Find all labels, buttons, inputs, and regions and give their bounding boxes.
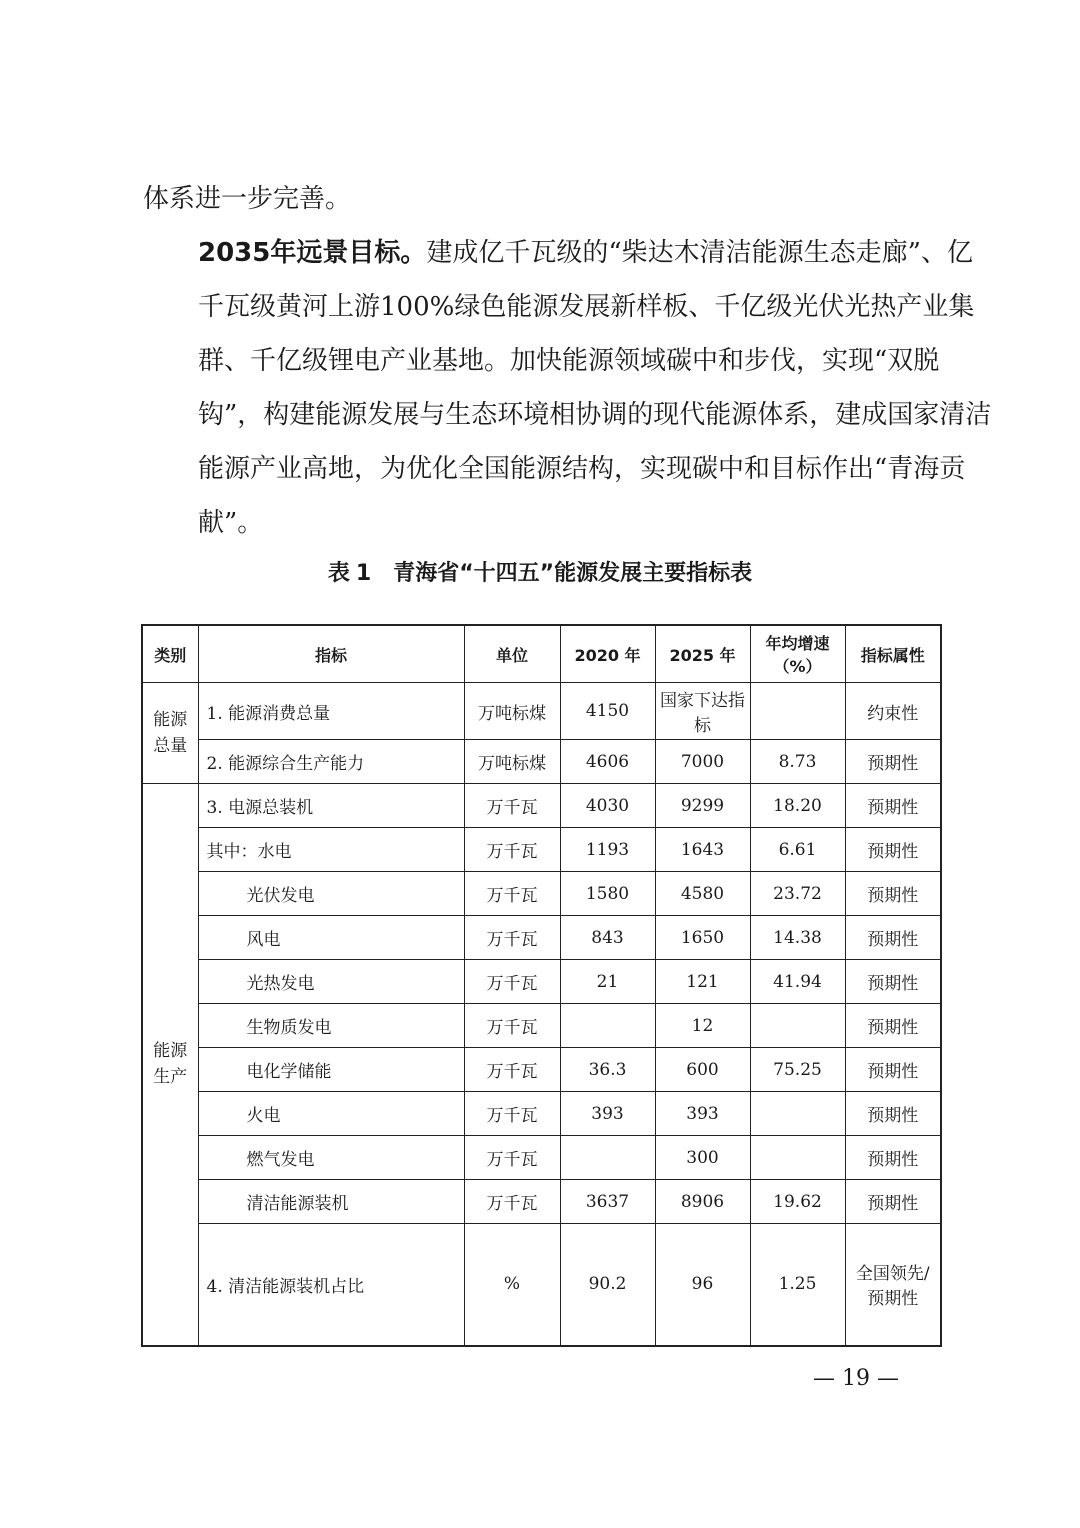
value-2020-cell: 4606 (560, 740, 655, 784)
value-2020-cell: 3637 (560, 1180, 655, 1224)
growth-rate-cell: 41.94 (750, 960, 845, 1004)
unit-cell: % (464, 1224, 560, 1346)
value-2020-cell: 36.3 (560, 1048, 655, 1092)
unit-cell: 万千瓦 (464, 960, 560, 1004)
table-row (142, 872, 941, 916)
indicator-cell: 2. 能源综合生产能力 (198, 740, 464, 784)
table-header-row (142, 625, 941, 683)
table-row (142, 1004, 941, 1048)
attribute-cell: 预期性 (845, 828, 941, 872)
growth-rate-cell (750, 1136, 845, 1180)
table-row (142, 828, 941, 872)
table-header-cell: 指标属性 (845, 625, 941, 683)
growth-rate-cell: 8.73 (750, 740, 845, 784)
indicator-cell: 清洁能源装机 (198, 1180, 464, 1224)
table-header-cell: 指标 (198, 625, 464, 683)
growth-rate-cell: 19.62 (750, 1180, 845, 1224)
attribute-cell: 预期性 (845, 960, 941, 1004)
value-2025-cell: 7000 (655, 740, 750, 784)
table-header-cell: 2025 年 (655, 625, 750, 683)
value-2020-cell: 1193 (560, 828, 655, 872)
page-number: — 19 — (813, 1366, 899, 1391)
value-2025-cell: 393 (655, 1092, 750, 1136)
unit-cell: 万千瓦 (464, 1092, 560, 1136)
value-2025-cell: 121 (655, 960, 750, 1004)
table-row (142, 1180, 941, 1224)
table-header-cell: 2020 年 (560, 625, 655, 683)
indicator-cell: 光热发电 (198, 960, 464, 1004)
table-row (142, 960, 941, 1004)
unit-cell: 万千瓦 (464, 916, 560, 960)
table-body (142, 683, 941, 1346)
unit-cell: 万吨标煤 (464, 740, 560, 784)
table-header-cell: 单位 (464, 625, 560, 683)
indicator-cell: 生物质发电 (198, 1004, 464, 1048)
value-2020-cell: 4150 (560, 683, 655, 740)
table-row (142, 916, 941, 960)
table-row (142, 1092, 941, 1136)
growth-rate-cell: 75.25 (750, 1048, 845, 1092)
indicator-cell: 电化学储能 (198, 1048, 464, 1092)
growth-rate-cell (750, 1092, 845, 1136)
value-2025-cell: 12 (655, 1004, 750, 1048)
growth-rate-cell: 23.72 (750, 872, 845, 916)
unit-cell: 万千瓦 (464, 1048, 560, 1092)
unit-cell: 万吨标煤 (464, 683, 560, 740)
value-2020-cell (560, 1004, 655, 1048)
attribute-cell: 预期性 (845, 784, 941, 828)
table-caption-label: 表 (327, 561, 350, 586)
value-2020-cell: 843 (560, 916, 655, 960)
table-row (142, 1136, 941, 1180)
indicator-cell: 3. 电源总装机 (198, 784, 464, 828)
attribute-cell: 预期性 (845, 1048, 941, 1092)
attribute-cell: 预期性 (845, 1092, 941, 1136)
attribute-cell: 约束性 (845, 683, 941, 740)
table-row (142, 740, 941, 784)
unit-cell: 万千瓦 (464, 872, 560, 916)
value-2020-cell: 4030 (560, 784, 655, 828)
value-2025-cell: 1643 (655, 828, 750, 872)
table-caption (0, 556, 1080, 587)
indicator-cell: 光伏发电 (198, 872, 464, 916)
value-2020-cell: 21 (560, 960, 655, 1004)
indicator-cell: 风电 (198, 916, 464, 960)
growth-rate-cell: 6.61 (750, 828, 845, 872)
value-2025-cell: 8906 (655, 1180, 750, 1224)
indicator-table (141, 624, 942, 1347)
unit-cell: 万千瓦 (464, 784, 560, 828)
growth-rate-cell: 18.20 (750, 784, 845, 828)
attribute-cell: 预期性 (845, 740, 941, 784)
paragraph-1: 体系进一步完善。 (143, 184, 352, 214)
value-2025-cell: 300 (655, 1136, 750, 1180)
attribute-cell: 预期性 (845, 1004, 941, 1048)
table-header-cell: 年均增速（%） (750, 625, 845, 683)
value-2025-cell: 国家下达指标 (655, 683, 750, 740)
value-2025-cell: 96 (655, 1224, 750, 1346)
table-row (142, 784, 941, 828)
unit-cell: 万千瓦 (464, 1180, 560, 1224)
table-caption-number: 1 (355, 561, 372, 586)
indicator-cell: 4. 清洁能源装机占比 (198, 1224, 464, 1346)
growth-rate-cell: 1.25 (750, 1224, 845, 1346)
indicator-cell: 1. 能源消费总量 (198, 683, 464, 740)
growth-rate-cell (750, 1004, 845, 1048)
paragraph-2-lead: 2035年远景目标。 (198, 238, 427, 268)
growth-rate-cell (750, 683, 845, 740)
table-row (142, 1048, 941, 1092)
indicator-cell: 燃气发电 (198, 1136, 464, 1180)
unit-cell: 万千瓦 (464, 828, 560, 872)
attribute-cell: 预期性 (845, 872, 941, 916)
attribute-cell: 预期性 (845, 1136, 941, 1180)
value-2025-cell: 4580 (655, 872, 750, 916)
value-2020-cell: 90.2 (560, 1224, 655, 1346)
paragraph-2 (143, 226, 998, 550)
unit-cell: 万千瓦 (464, 1136, 560, 1180)
value-2025-cell: 9299 (655, 784, 750, 828)
unit-cell: 万千瓦 (464, 1004, 560, 1048)
growth-rate-cell: 14.38 (750, 916, 845, 960)
category-cell: 能源总量 (142, 683, 198, 784)
value-2025-cell: 600 (655, 1048, 750, 1092)
attribute-cell: 预期性 (845, 916, 941, 960)
category-cell: 能源生产 (142, 784, 198, 1346)
attribute-cell: 预期性 (845, 1180, 941, 1224)
table-caption-title: 青海省“十四五”能源发展主要指标表 (393, 561, 753, 586)
table-row (142, 683, 941, 740)
value-2025-cell: 1650 (655, 916, 750, 960)
table-header-cell: 类别 (142, 625, 198, 683)
value-2020-cell: 1580 (560, 872, 655, 916)
value-2020-cell (560, 1136, 655, 1180)
value-2020-cell: 393 (560, 1092, 655, 1136)
attribute-cell: 全国领先/预期性 (845, 1224, 941, 1346)
paragraph-2-body: 建成亿千瓦级的“柴达木清洁能源生态走廊”、亿千瓦级黄河上游100%绿色能源发展新样板、千亿级光伏光热产业集群、千亿级锂电产业基地。加快能源领域碳中和步伐，实现“双脱钩”，构建能源发展与生态环境相协调的现代能源体系，建成国家清洁能源产业高地，为优化全国能源结构，实现碳中和目标作出“青海贡献”。 (198, 238, 992, 538)
indicator-cell: 火电 (198, 1092, 464, 1136)
indicator-cell: 其中：水电 (198, 828, 464, 872)
table-row (142, 1224, 941, 1346)
